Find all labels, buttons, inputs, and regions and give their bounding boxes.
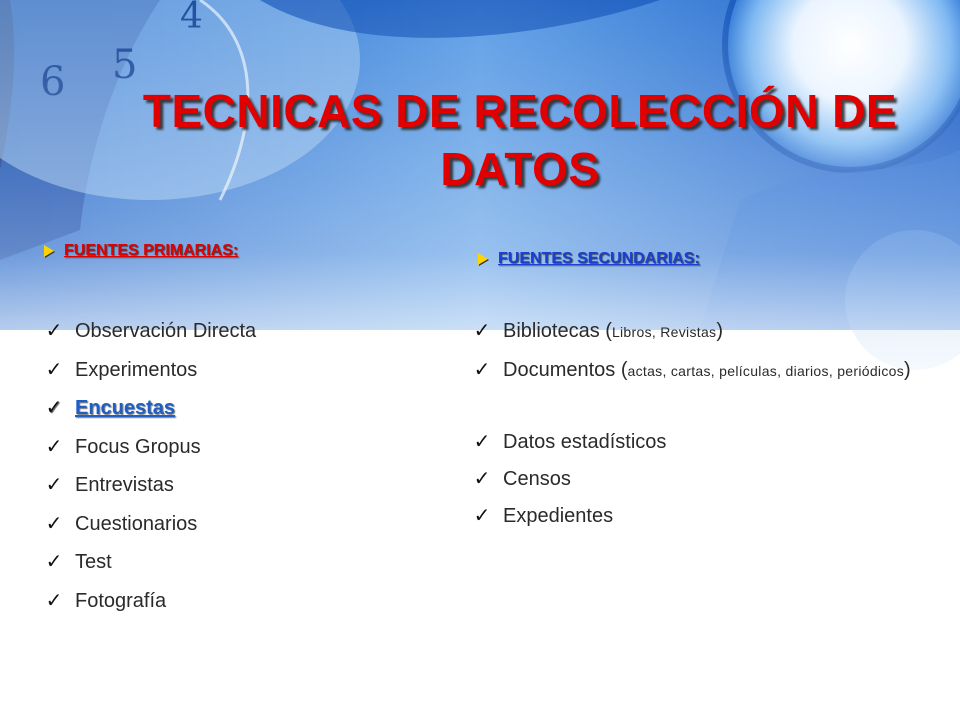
list-item-label: Expedientes (503, 505, 614, 527)
list-item (470, 355, 930, 429)
checkmark-icon: ✓ (473, 359, 491, 381)
list-item-detail: actas, cartas, películas, diarios, periódicos (627, 363, 905, 379)
secondary-sources-heading (478, 250, 700, 268)
list-item-label: Datos estadísticos (503, 431, 667, 453)
list-item (470, 429, 930, 466)
list-item (42, 395, 256, 434)
paren-open: ( (599, 320, 612, 342)
list-item-label: Censos (503, 468, 571, 490)
secondary-sources-heading-text: FUENTES SECUNDARIAS: (498, 250, 700, 267)
checkmark-icon: ✓ (45, 512, 63, 535)
list-item (470, 503, 930, 540)
checkmark-icon: ✓ (473, 320, 491, 342)
list-item-label: Observación Directa (75, 320, 257, 342)
checkmark-icon: ✓ (45, 435, 63, 458)
list-item-label: Bibliotecas (503, 320, 600, 342)
checkmark-icon: ✓ (473, 505, 491, 527)
list-item (42, 549, 256, 588)
paren-close: ) (904, 359, 911, 381)
list-item-label: Test (75, 551, 112, 573)
primary-sources-heading (44, 242, 238, 260)
checkmark-icon: ✓ (45, 474, 63, 496)
primary-sources-heading-text: FUENTES PRIMARIAS: (64, 242, 239, 259)
slide-title: TECNICAS DE RECOLECCIÓN DE DATOS (142, 85, 898, 195)
primary-sources-list (42, 318, 256, 626)
checkmark-icon: ✓ (45, 397, 63, 419)
list-item (470, 318, 930, 355)
list-item-text (503, 320, 723, 343)
arrow-right-icon (478, 253, 488, 265)
arrow-right-icon (44, 245, 54, 257)
list-item (42, 318, 256, 357)
checkmark-icon: ✓ (473, 468, 491, 490)
list-item-label: Cuestionarios (75, 512, 198, 535)
checkmark-icon: ✓ (45, 320, 63, 342)
highlighted-item-link[interactable]: Encuestas (75, 397, 176, 419)
list-item (42, 472, 256, 511)
paren-close: ) (716, 320, 724, 342)
checkmark-icon: ✓ (473, 431, 491, 453)
list-item (42, 357, 256, 396)
list-item (42, 588, 256, 627)
list-item-label: Focus Gropus (75, 435, 201, 458)
list-item-label: Documentos (503, 359, 616, 381)
secondary-sources-list (470, 318, 930, 540)
list-item-label: Entrevistas (75, 474, 174, 496)
list-item-text (503, 355, 911, 386)
list-item (470, 466, 930, 503)
list-item-label: Fotografía (75, 589, 167, 612)
list-item-detail: Libros, Revistas (611, 324, 717, 340)
list-item-label: Experimentos (75, 358, 198, 381)
list-item (42, 511, 256, 550)
checkmark-icon: ✓ (45, 358, 63, 381)
checkmark-icon: ✓ (45, 589, 63, 612)
paren-open: ( (615, 359, 628, 381)
list-item (42, 434, 256, 473)
checkmark-icon: ✓ (45, 551, 63, 573)
